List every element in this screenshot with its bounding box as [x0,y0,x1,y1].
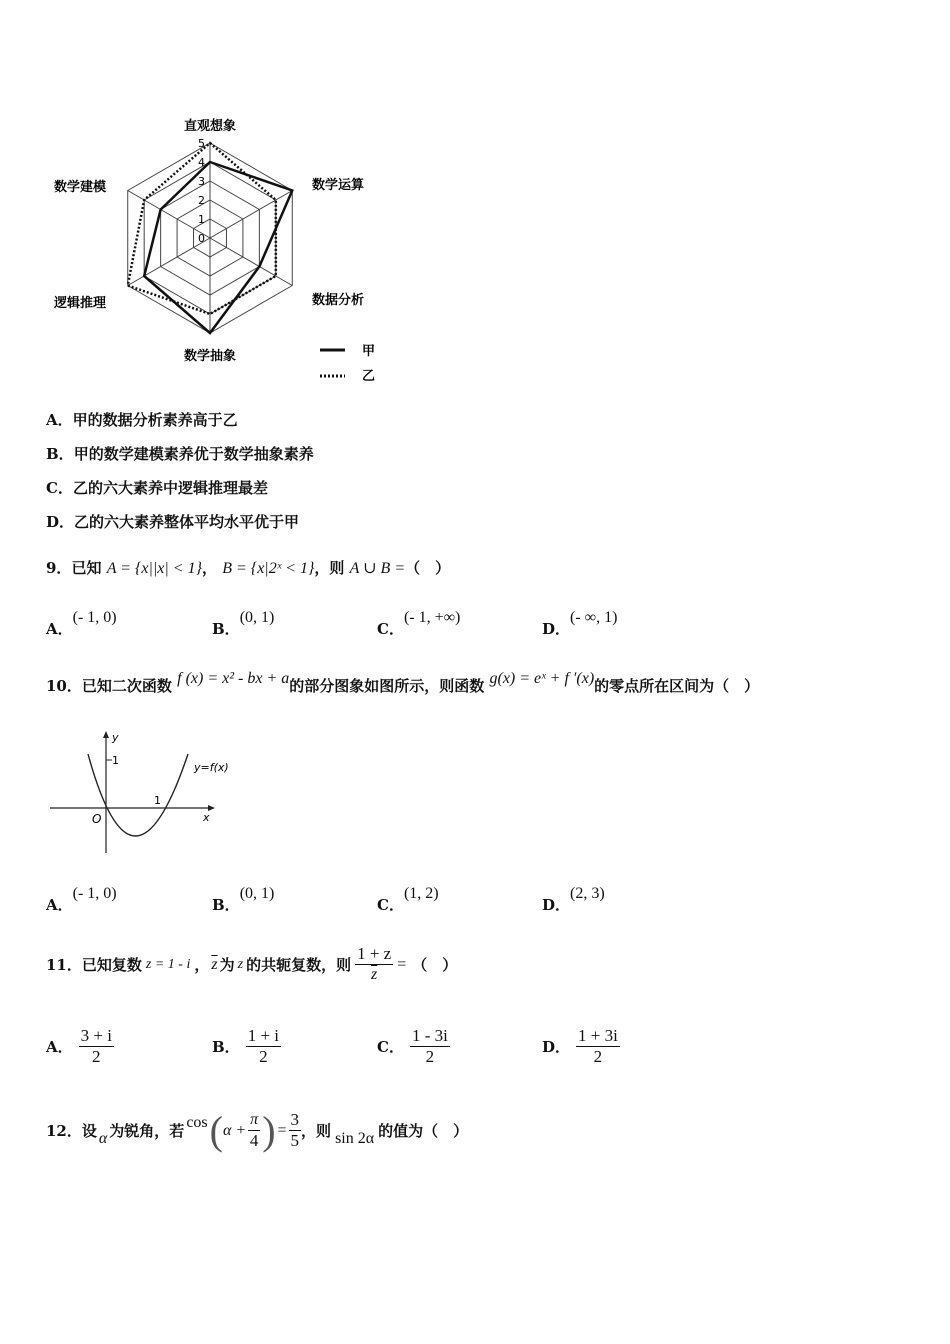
q10-option-a: A．(- 1, 0) [46,885,117,914]
radar-spoke [128,238,210,286]
q9-option-d: D．(- ∞, 1) [542,609,618,638]
q11-zbar: $\overline{z}$ [211,955,218,973]
graph-y-label: y [112,731,119,744]
graph-tick-y: 1 [112,754,119,767]
q12-cos: cos [186,1113,208,1131]
y-axis-arrow [103,731,109,738]
graph-x-label: x [203,811,210,824]
radar-axis-label: 直观想象 [183,119,237,134]
q12-sin: sin 2α [335,1129,375,1147]
radar-scale-label: 5 [198,137,205,150]
q10-gx: g(x) = eˣ + f ′(x) [489,670,595,687]
q10-graph [48,728,248,858]
radar-labels [53,118,364,364]
q11-option-c: C． $\frac{1 - 3i}{2}$ [377,1026,448,1066]
q12-stem: 12． 设 α 为锐角，若 cos ( α + $\frac{\pi}{4}$ ) = $\frac{3}{5}$ ，则 sin 2α 的值为（ ） [46,1107,469,1153]
radar-axis-label: 数学建模 [53,180,107,195]
q9-option-a: A．(- 1, 0) [46,609,117,638]
q8-option-b: B．甲的数学建模素养优于数学抽象素养 [46,445,314,463]
parabola-curve [88,754,188,836]
radar-scale-label: 1 [198,213,205,226]
q12-inner: α + [222,1121,247,1139]
graph-origin: O [92,812,102,826]
q11-stem: 11． 已知复数 z = 1 - i ， $\overline{z}$ 为 z 的共轭复数，则 $\frac{1 + z}{z}$ = （ ） [46,944,458,983]
q12-alpha: α [98,1129,108,1147]
q11-option-b: B． $\frac{1 + i}{2}$ [212,1026,279,1066]
q10-option-c: C．(1, 2) [377,885,439,914]
graph-tick-x: 1 [154,794,161,807]
radar-axis-label: 数学运算 [311,178,365,193]
graph-curve-label: y=f(x) [194,761,229,774]
radar-axis-label: 数学抽象 [183,349,237,364]
q11-z-def: z = 1 - i [145,956,191,972]
radar-axis-label: 数据分析 [311,293,365,308]
q8-option-d: D．乙的六大素养整体平均水平优于甲 [46,513,300,531]
radar-axis-label: 逻辑推理 [53,296,107,311]
q9-option-c: C．(- 1, +∞) [377,609,461,638]
q10-option-b: B．(0, 1) [212,885,275,914]
q9-set-b: B = {x|2ˣ < 1} [222,560,315,577]
q10-stem: 10．已知二次函数 f (x) = x² - bx + a的部分图象如图所示，则函数 g(x) = eˣ + f ′(x)的零点所在区间为（ ） [46,670,760,695]
legend-yi: 乙 [362,369,376,384]
radar-spoke [210,191,292,239]
q11-fraction: $\frac{1 + z}{z}$ [357,944,392,983]
radar-scale-label: 3 [198,175,205,188]
q8-option-a: A．甲的数据分析素养高于乙 [46,411,238,429]
q11-z: z [237,956,244,972]
radar-scale-label: 4 [198,156,205,169]
q10-fx: f (x) = x² - bx + a [177,670,290,687]
q11-option-d: D． $\frac{1 + 3i}{2}$ [542,1026,618,1066]
q9-option-b: B．(0, 1) [212,609,275,638]
radar-scale-label: 0 [198,232,205,245]
q11-option-a: A． $\frac{3 + i}{2}$ [46,1026,112,1066]
q8-option-c: C．乙的六大素养中逻辑推理最差 [46,479,268,497]
q9-expr: A ∪ B = [349,560,406,577]
q9-set-a: A = {x||x| < 1} [106,560,202,577]
q10-option-d: D．(2, 3) [542,885,605,914]
legend-jia: 甲 [362,344,376,359]
radar-chart [40,110,400,390]
radar-scale-label: 2 [198,194,205,207]
q9-stem: 9．已知 A = {x||x| < 1}， B = {x|2ˣ < 1}，则 A ∪ B =（ ） [46,559,451,577]
